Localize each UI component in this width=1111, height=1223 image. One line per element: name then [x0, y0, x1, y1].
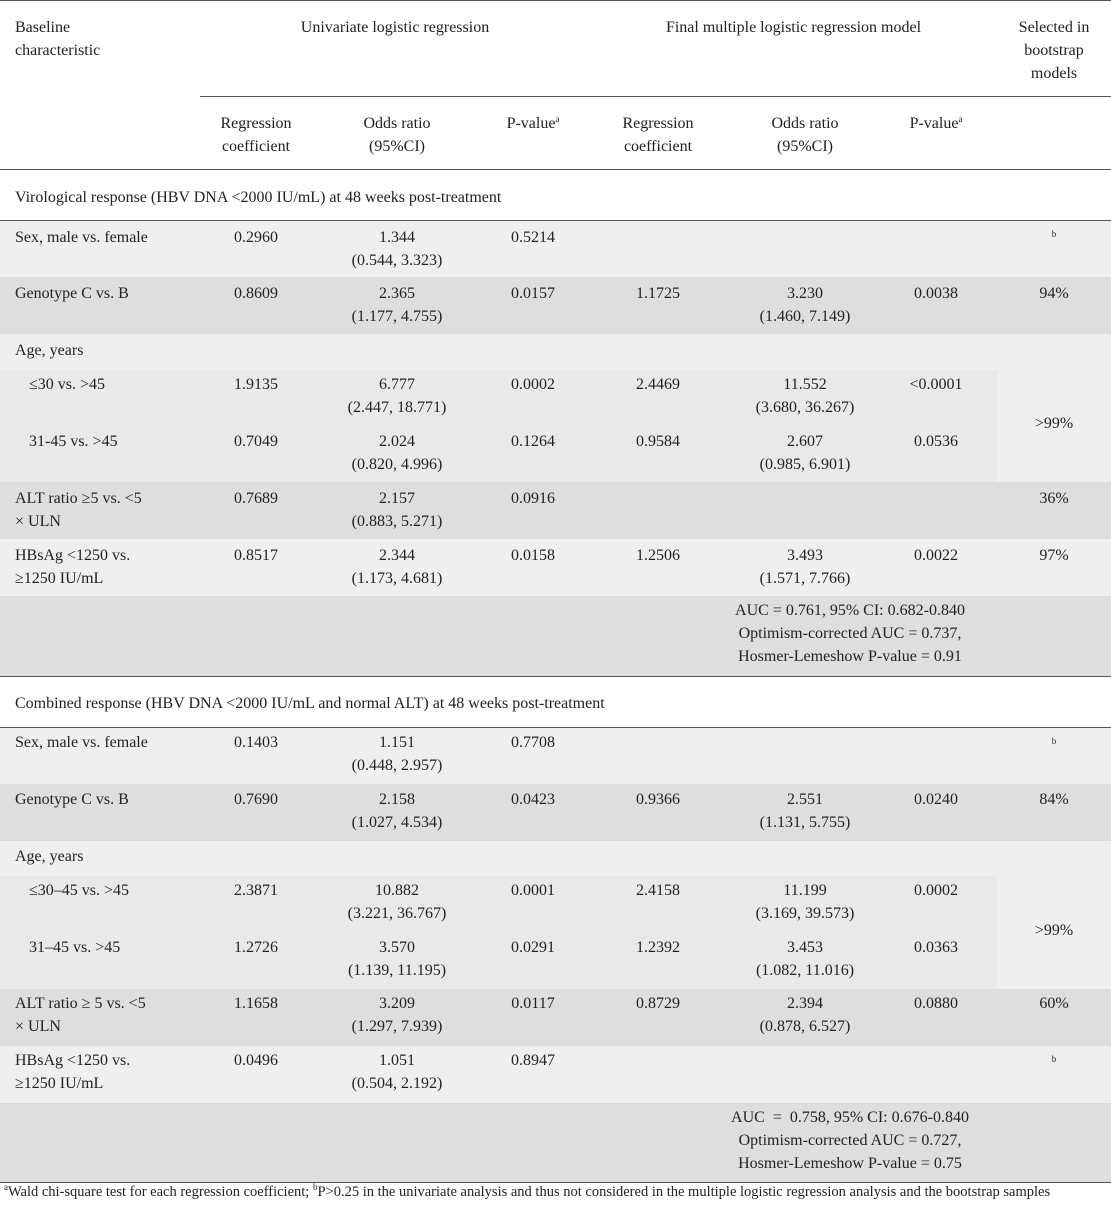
table-row	[0, 728, 1111, 784]
uni-or: 2.158 (1.027, 4.534)	[351, 791, 443, 831]
top-rule	[0, 0, 1111, 1]
uni-coef: 0.7049	[234, 433, 278, 450]
final-p: 0.0880	[914, 995, 958, 1012]
final-coef: 0.9584	[636, 433, 680, 450]
subheader-final-coef: Regression coefficient	[622, 115, 694, 155]
table-row	[0, 370, 997, 426]
uni-p: 0.0117	[511, 995, 555, 1012]
selected-pct: 60%	[1039, 995, 1069, 1012]
final-p: 0.0038	[914, 285, 958, 302]
uni-p: 0.0158	[511, 547, 555, 564]
selected-pct: 94%	[1039, 285, 1069, 302]
final-or: 2.607 (0.985, 6.901)	[759, 433, 851, 473]
final-p: 0.0240	[914, 791, 958, 808]
header-baseline: Baseline characteristic	[15, 19, 101, 59]
section-rule	[0, 676, 1111, 677]
uni-p: 0.8947	[511, 1052, 555, 1069]
section-title: Combined response (HBV DNA <2000 IU/mL and normal ALT) at 48 weeks post-treatment	[15, 695, 605, 712]
subheader-uni-or: Odds ratio (95%CI)	[363, 115, 431, 155]
uni-p: 0.0001	[511, 882, 555, 899]
final-p: 0.0022	[914, 547, 958, 564]
header-final: Final multiple logistic regression model	[665, 19, 922, 36]
uni-or: 3.209 (1.297, 7.939)	[351, 995, 443, 1035]
uni-p: 0.5214	[511, 229, 555, 246]
row-label: HBsAg <1250 vs. ≥1250 IU/mL	[15, 1052, 131, 1092]
table-row	[0, 989, 1111, 1046]
header-selected: Selected in bootstrap models	[1018, 19, 1090, 82]
final-p: 0.0363	[914, 939, 958, 956]
header-group-rule	[200, 96, 1111, 97]
selected-pct: 97%	[1039, 547, 1069, 564]
selected-pct: >99%	[1034, 415, 1074, 432]
uni-coef: 0.0496	[234, 1052, 278, 1069]
row-label: ALT ratio ≥5 vs. <5 × ULN	[15, 490, 142, 530]
selected-pct: 36%	[1039, 490, 1069, 507]
uni-p: 0.1264	[511, 433, 555, 450]
table-row	[0, 221, 1111, 277]
uni-coef: 0.7689	[234, 490, 278, 507]
final-coef: 2.4158	[636, 882, 680, 899]
table-row	[0, 482, 1111, 539]
selected-pct: >99%	[1034, 922, 1074, 939]
table-row	[0, 426, 997, 482]
section-title: Virological response (HBV DNA <2000 IU/mL) at 48 weeks post-treatment	[15, 189, 502, 206]
uni-coef: 2.3871	[234, 882, 278, 899]
uni-or: 1.344 (0.544, 3.323)	[351, 229, 443, 269]
uni-or: 2.365 (1.177, 4.755)	[351, 285, 443, 325]
subheader-final-or: Odds ratio (95%CI)	[771, 115, 839, 155]
selected-note: b	[1051, 1054, 1057, 1064]
uni-p: 0.0291	[511, 939, 555, 956]
uni-or: 6.777 (2.447, 18.771)	[347, 376, 447, 416]
final-or: 11.199 (3.169, 39.573)	[755, 882, 855, 922]
row-label: 31-45 vs. >45	[29, 433, 118, 450]
final-p: <0.0001	[909, 376, 963, 393]
model-summary: AUC = 0.761, 95% CI: 0.682-0.840 Optimism-corrected AUC = 0.737, Hosmer-Lemeshow P-value = 0.91	[0, 596, 1111, 676]
uni-coef: 0.8609	[234, 285, 278, 302]
header-univariate: Univariate logistic regression	[300, 19, 490, 36]
selected-pct: 84%	[1039, 791, 1069, 808]
model-summary: AUC = 0.758, 95% CI: 0.676-0.840 Optimism-corrected AUC = 0.727, Hosmer-Lemeshow P-value = 0.75	[0, 1103, 1111, 1182]
uni-p: 0.7708	[511, 734, 555, 751]
table-row	[0, 876, 997, 932]
final-coef: 1.2392	[636, 939, 680, 956]
final-coef: 1.2506	[636, 547, 680, 564]
final-or: 3.230 (1.460, 7.149)	[759, 285, 851, 325]
table-row	[0, 277, 1111, 334]
subheader-uni-coef: Regression coefficient	[220, 115, 292, 155]
final-coef: 0.9366	[636, 791, 680, 808]
uni-or: 3.570 (1.139, 11.195)	[347, 939, 447, 979]
row-label: Genotype C vs. B	[15, 791, 129, 808]
row-label: ≤30–45 vs. >45	[29, 882, 130, 899]
table-row	[0, 932, 997, 989]
subheader-final-p: P-value$^a$	[909, 114, 963, 132]
uni-or: 2.344 (1.173, 4.681)	[351, 547, 443, 587]
row-label: Sex, male vs. female	[15, 229, 148, 246]
uni-coef: 0.1403	[234, 734, 278, 751]
uni-coef: 1.9135	[234, 376, 278, 393]
selected-note: b	[1051, 736, 1057, 746]
row-label: HBsAg <1250 vs. ≥1250 IU/mL	[15, 547, 131, 587]
uni-p: 0.0002	[511, 376, 555, 393]
table-row	[0, 784, 1111, 841]
row-label: Age, years	[15, 848, 84, 865]
row-label: Sex, male vs. female	[15, 734, 148, 751]
final-or: 3.453 (1.082, 11.016)	[755, 939, 855, 979]
uni-p: 0.0916	[511, 490, 555, 507]
header-bottom-rule	[0, 169, 1111, 170]
row-label: 31–45 vs. >45	[29, 939, 121, 956]
uni-or: 2.157 (0.883, 5.271)	[351, 490, 443, 530]
final-p: 0.0002	[914, 882, 958, 899]
uni-p: 0.0157	[511, 285, 555, 302]
row-label: Genotype C vs. B	[15, 285, 129, 302]
uni-or: 1.151 (0.448, 2.957)	[351, 734, 443, 774]
final-or: 3.493 (1.571, 7.766)	[759, 547, 851, 587]
final-or: 2.551 (1.131, 5.755)	[759, 791, 851, 831]
uni-coef: 1.1658	[234, 995, 278, 1012]
row-label: Age, years	[15, 342, 84, 359]
final-coef: 0.8729	[636, 995, 680, 1012]
uni-p: 0.0423	[511, 791, 555, 808]
table-row	[0, 539, 1111, 596]
final-or: 2.394 (0.878, 6.527)	[759, 995, 851, 1035]
uni-coef: 0.7690	[234, 791, 278, 808]
uni-coef: 1.2726	[234, 939, 278, 956]
final-coef: 2.4469	[636, 376, 680, 393]
final-or: 11.552 (3.680, 36.267)	[755, 376, 855, 416]
subheader-uni-p: P-value$^a$	[506, 114, 560, 132]
uni-or: 2.024 (0.820, 4.996)	[351, 433, 443, 473]
table-row	[0, 1046, 1111, 1103]
final-coef: 1.1725	[636, 285, 680, 302]
uni-coef: 0.2960	[234, 229, 278, 246]
final-p: 0.0536	[914, 433, 958, 450]
row-label: ALT ratio ≥ 5 vs. <5 × ULN	[15, 995, 146, 1035]
row-label: ≤30 vs. >45	[29, 376, 106, 393]
uni-or: 1.051 (0.504, 2.192)	[351, 1052, 443, 1092]
footnote: $^a$Wald chi-square test for each regression coefficient; $^b$P>0.25 in the univariate analysis and thus not considered in the multiple logistic regression analysis and the bootstrap samples	[4, 1182, 1051, 1200]
uni-or: 10.882 (3.221, 36.767)	[347, 882, 447, 922]
uni-coef: 0.8517	[234, 547, 278, 564]
selected-note: b	[1051, 229, 1057, 239]
